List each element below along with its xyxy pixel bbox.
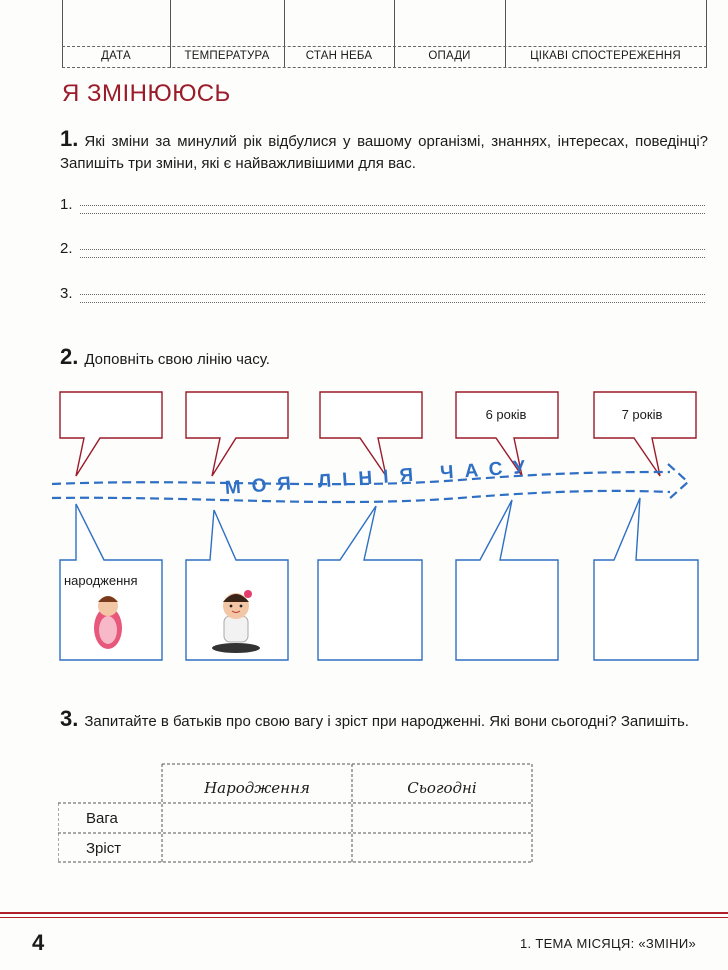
question-3 [60,708,708,733]
timeline-title: МОЯ ЛІНІЯ ЧАСУ [224,456,537,499]
question-number: 1. [60,126,79,151]
question-1 [60,128,708,175]
weight-birth-cell[interactable] [163,804,351,832]
line-number: 1. [60,196,73,213]
growth-table [58,763,533,863]
bottom-bubble-label: народження [64,573,138,588]
question-number: 2. [60,344,79,369]
height-birth-cell[interactable] [163,834,351,861]
page-number: 4 [32,930,45,955]
column-header-temperature: ТЕМПЕРАТУРА [184,50,270,62]
table-divider [706,0,707,68]
line-number: 3. [60,285,73,302]
column-header-precipitation: ОПАДИ [428,50,471,62]
question-number: 3. [60,706,79,731]
answer-line-3[interactable] [60,285,705,309]
top-bubble-1 [60,392,162,476]
bottom-bubble-4 [456,500,558,660]
height-today-cell[interactable] [353,834,531,861]
answer-line-2[interactable] [60,240,705,264]
answer-line-1[interactable] [60,196,705,220]
section-title: Я ЗМІНЮЮСЬ [62,80,231,107]
top-bubble-2 [186,392,288,476]
bottom-bubble-5 [594,498,698,660]
weight-today-cell[interactable] [353,804,531,832]
top-bubbles [60,392,696,476]
chapter-title: 1. ТЕМА МІСЯЦЯ: «ЗМІНИ» [519,936,696,951]
row-label-weight: Вага [86,810,118,827]
top-bubble-label: 6 років [485,407,527,422]
column-header-date: ДАТА [101,50,131,62]
column-header-birth: Народження [204,779,310,797]
question-2 [60,346,700,371]
timeline-graphic [0,380,728,670]
row-label-height: Зріст [86,840,122,857]
footer-divider [0,917,728,918]
top-bubble-5 [594,392,696,476]
question-text: Запитайте в батьків про свою вагу і зріст при народженні. Які вони сьогодні? Запишіть. [84,713,689,730]
weather-table [62,0,707,68]
line-number: 2. [60,240,73,257]
bottom-bubble-3 [318,506,422,660]
top-bubble-label: 7 років [621,407,663,422]
column-header-today: Сьогодні [407,779,477,797]
footer-divider [0,912,728,914]
bottom-bubbles [60,498,698,660]
question-text: Доповніть свою лінію часу. [84,351,270,368]
column-header-observations: ЦІКАВІ СПОСТЕРЕЖЕННЯ [530,50,681,62]
column-header-sky: СТАН НЕБА [305,50,373,62]
question-text: Які зміни за минулий рік відбулися у вашому організмі, знаннях, інтересах, поведінці? Запишіть три зміни, які є найважливішими для вас. [60,133,708,172]
top-bubble-3 [320,392,422,476]
